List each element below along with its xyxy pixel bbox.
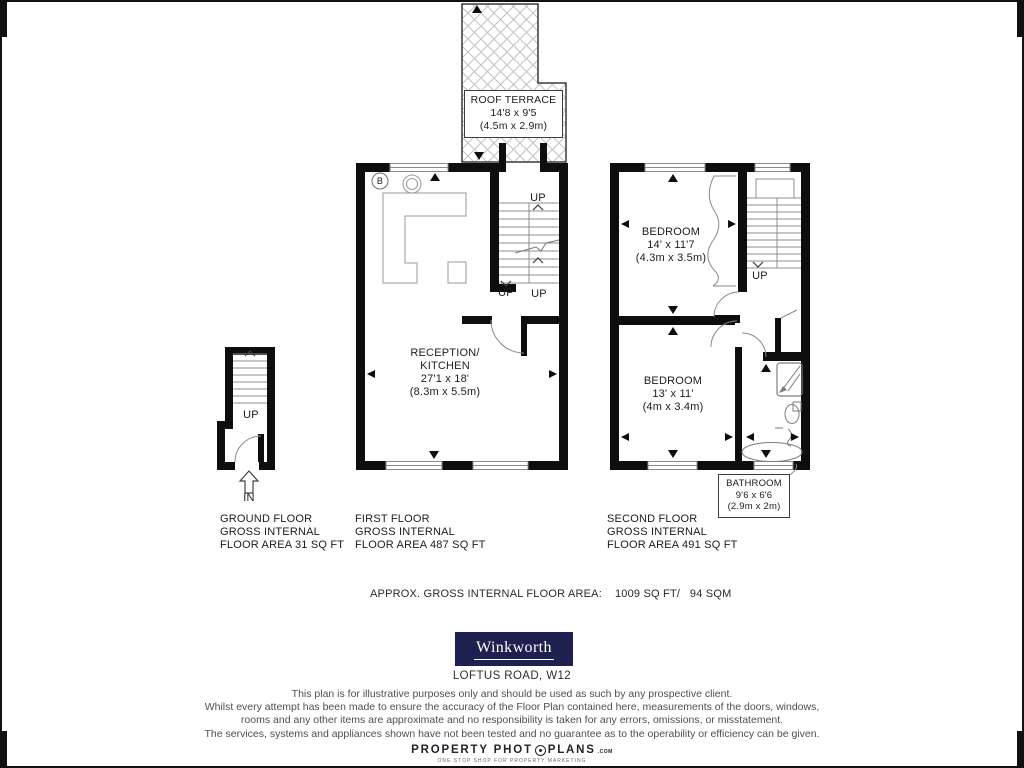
door-arc <box>235 436 261 462</box>
entrance-arrow-icon <box>240 471 258 493</box>
stair-direction-chevrons <box>501 205 543 286</box>
brand-row <box>0 744 1024 756</box>
summary-line: FIRST FLOOR <box>355 513 430 525</box>
first-floor-summary <box>355 513 486 551</box>
room-size-ft: 9'6 x 6'6 <box>735 489 773 501</box>
up-label: UP <box>752 270 768 282</box>
disclaimer-line: Whilst every attempt has been made to ensure the accuracy of the Floor Plan contained here, measurements of the doors, windows, <box>204 701 820 714</box>
toilet-symbol <box>785 402 801 424</box>
reception-kitchen-label <box>385 347 505 399</box>
room-size-m: (4.3m x 3.5m) <box>635 252 707 264</box>
winkworth-logo-text: Winkworth <box>474 639 554 660</box>
cupboard-door-line <box>781 310 797 318</box>
roof-terrace-label-box <box>464 90 563 138</box>
summary-line: FLOOR AREA 487 SQ FT <box>355 538 486 551</box>
brand-suffix: .COM <box>597 749 613 755</box>
room-size-m: (4.5m x 2.9m) <box>479 120 548 132</box>
sink-symbol-inner <box>407 179 418 190</box>
room-size-m: (2.9m x 2m) <box>727 501 781 512</box>
property-photo-plans-logo <box>0 744 1024 764</box>
room-name: BATHROOM <box>726 478 782 489</box>
ground-floor-summary <box>220 513 344 551</box>
bath-symbol <box>742 428 802 462</box>
summary-line: GROSS INTERNAL <box>220 525 320 538</box>
disclaimer <box>0 688 1024 741</box>
second-floor-plan <box>610 163 810 477</box>
approx-total-area: APPROX. GROSS INTERNAL FLOOR AREA: 1009 SQ FT/ 94 SQM <box>370 588 732 600</box>
terrace-outline <box>462 4 566 162</box>
walls <box>610 163 810 470</box>
summary-line: FLOOR AREA 31 SQ FT <box>220 538 345 551</box>
second-floor-summary <box>607 513 738 551</box>
room-name: BEDROOM <box>641 226 701 238</box>
property-address: LOFTUS ROAD, W12 <box>452 670 572 682</box>
summary-line: SECOND FLOOR <box>607 513 698 525</box>
summary-line: FLOOR AREA 491 SQ FT <box>607 538 738 551</box>
up-label: UP <box>530 192 546 204</box>
brand-part2: PLANS <box>547 744 596 756</box>
stair-landing <box>756 179 794 198</box>
boiler-label: B <box>376 176 384 186</box>
disclaimer-line: rooms and any other items are approximate and no responsibility is taken for any errors, omissions, or misstatement. <box>240 714 784 727</box>
summary-line: GROSS INTERNAL <box>355 525 455 538</box>
window-center-lines <box>386 168 528 466</box>
stair-treads <box>747 198 801 268</box>
up-label: UP <box>243 409 259 421</box>
camera-aperture-icon <box>535 745 546 756</box>
disclaimer-line: The services, systems and appliances shown have not been tested and no guarantee as to the operability or efficiency can be given. <box>204 727 820 740</box>
room-name: KITCHEN <box>420 360 470 372</box>
disclaimer-line: This plan is for illustrative purposes only and should be used as such by any prospective client. <box>291 688 733 700</box>
corner-mark <box>1017 0 1024 37</box>
brand-tagline: ONE STOP SHOP FOR PROPERTY MARKETING <box>437 758 587 764</box>
bedroom-1-label <box>611 226 731 265</box>
room-name: ROOF TERRACE <box>470 94 557 106</box>
sink-symbol <box>403 175 421 193</box>
shower-symbol <box>777 363 802 396</box>
room-size-m: (8.3m x 5.5m) <box>409 386 481 398</box>
summary-line: GROSS INTERNAL <box>607 525 707 538</box>
winkworth-logo <box>455 632 573 666</box>
stair-treads <box>233 354 267 403</box>
room-size-ft: 14'8 x 9'5 <box>490 107 537 119</box>
aperture-dot <box>539 749 542 752</box>
room-size-ft: 27'1 x 18' <box>420 373 470 385</box>
summary-line: GROUND FLOOR <box>220 513 313 525</box>
brand-part1: PROPERTY PHOT <box>411 744 533 756</box>
room-size-ft: 13' x 11' <box>652 388 694 400</box>
in-label: IN <box>243 492 255 504</box>
bedroom-2-label <box>613 375 733 414</box>
room-name: RECEPTION/ <box>410 347 480 359</box>
bathroom-label-box <box>718 474 790 518</box>
roof-terrace-plan <box>462 4 566 162</box>
windows <box>386 164 528 470</box>
up-label: UP <box>531 288 547 300</box>
corner-mark <box>0 0 7 37</box>
stair-direction-chevrons <box>753 262 763 267</box>
stair-treads <box>499 203 559 283</box>
up-label: UP <box>498 287 514 299</box>
room-name: BEDROOM <box>643 375 703 387</box>
room-size-ft: 14' x 11'7 <box>647 239 695 251</box>
kitchen-counter <box>383 193 466 283</box>
room-size-m: (4m x 3.4m) <box>642 401 704 413</box>
